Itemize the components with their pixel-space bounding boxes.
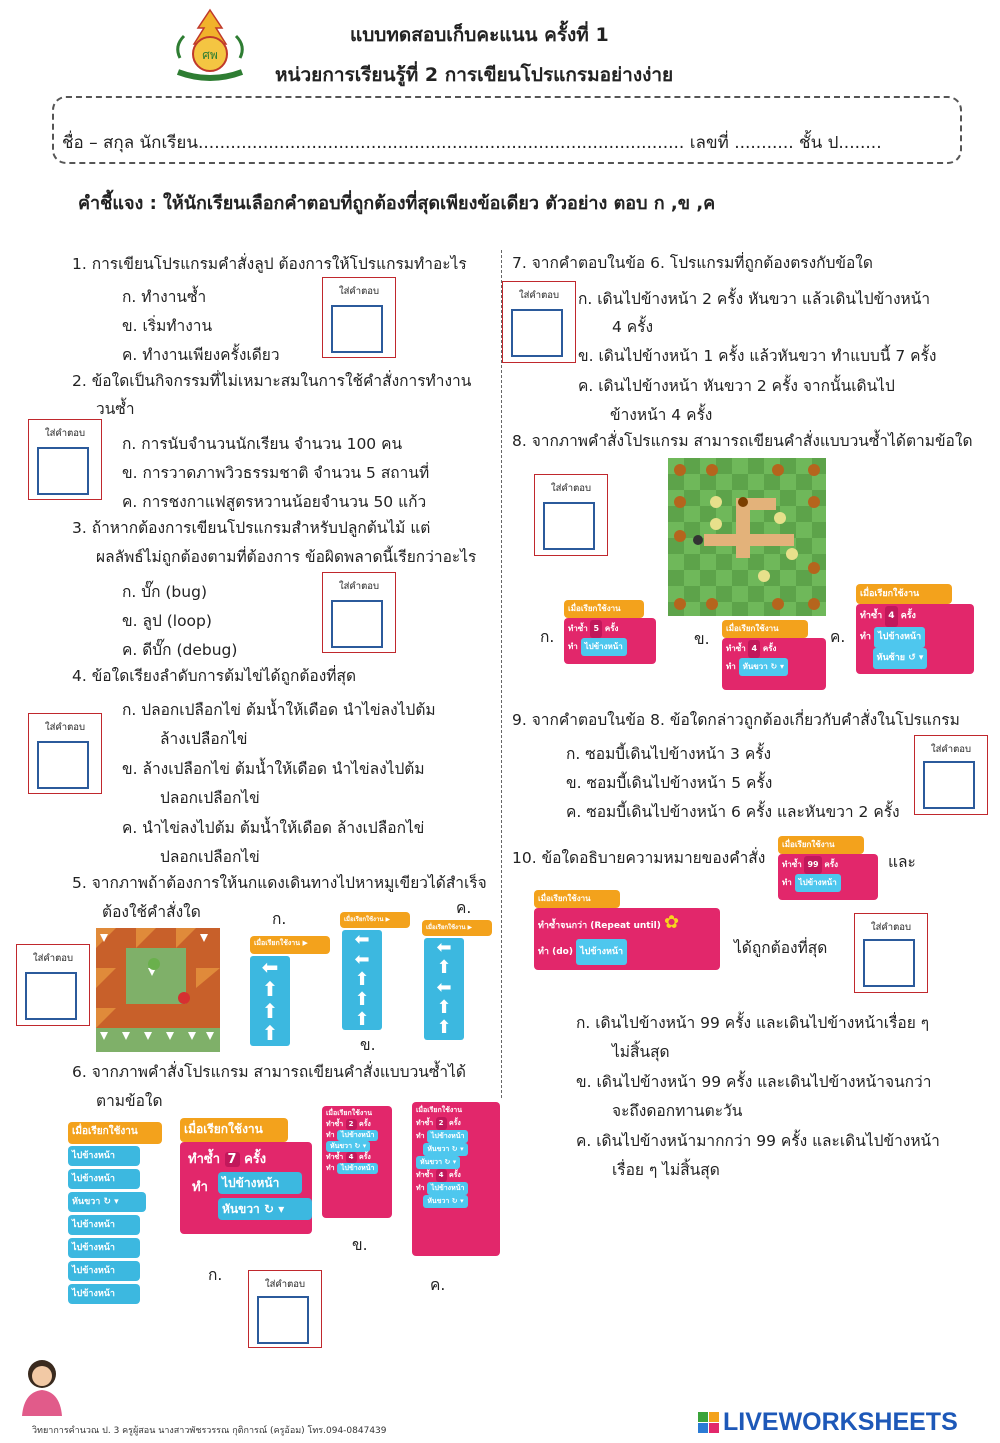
up-arrow-icon: ⬆ — [436, 1017, 452, 1038]
forward-block: ไปข้างหน้า — [68, 1215, 140, 1235]
q7-answer-box — [502, 281, 576, 363]
q5-a-when-run-block: เมื่อเรียกใช้งาน ▶ — [250, 936, 330, 954]
up-arrow-icon: ⬆ — [354, 969, 370, 990]
q2-choice-b: ข. การวาดภาพวิวธรรมชาติ จำนวน 5 สถานที่ — [122, 464, 430, 482]
question-9: 9. จากคำตอบในข้อ 8. ข้อใดกล่าวถูกต้องเกี่ยวกับคำสั่งในโปรแกรม — [512, 711, 960, 729]
q6-answer-input[interactable] — [257, 1296, 309, 1344]
left-arrow-icon: ⬅ — [436, 977, 452, 998]
q10-answer-box — [854, 913, 928, 993]
block-label: เมื่อเรียกใช้งาน — [426, 924, 466, 931]
q4-choice-b-cont: ปลอกเปลือกไข่ — [160, 789, 260, 807]
q5-c-arrow-stack — [424, 938, 464, 1040]
block-label: เมื่อเรียกใช้งาน — [344, 916, 384, 923]
q4-choice-a: ก. ปลอกเปลือกไข่ ต้มน้ำให้เดือด นำไข่ลงไปต้ม — [122, 701, 436, 719]
answer-label: ใส่คำตอบ — [44, 428, 86, 439]
q6-choice-a: ก. — [208, 1266, 223, 1284]
svg-text:ศพ: ศพ — [202, 48, 218, 62]
q10-choice-b-cont: จะถึงดอกทานตะวัน — [612, 1102, 743, 1120]
turn-right-block: หันขวา ↻ ▾ — [218, 1198, 312, 1220]
q8-choice-b: ข. — [694, 630, 710, 648]
answer-label: ใส่คำตอบ — [550, 483, 592, 494]
q8-c-program: ทำซ้ำ 4 ครั้ง ทำ ไปข้างหน้า หันซ้าย ↺ ▾ — [856, 604, 974, 674]
q5-b-when-run-block: เมื่อเรียกใช้งาน ▶ — [340, 912, 410, 928]
q9-answer-input[interactable] — [923, 761, 975, 809]
question-2-cont: วนซ้ำ — [96, 400, 135, 418]
question-1: 1. การเขียนโปรแกรมคำสั่งลูป ต้องการให้โปรแกรมทำอะไร — [72, 255, 467, 273]
sunflower-icon: ✿ — [664, 912, 680, 933]
q5-c-when-run-block: เมื่อเรียกใช้งาน ▶ — [422, 920, 492, 936]
column-divider — [501, 250, 502, 1098]
question-3: 3. ถ้าหากต้องการเขียนโปรแกรมสำหรับปลูกต้นไม้ แต่ — [72, 519, 431, 537]
turn-right-block: หันขวา ↻ ▾ — [68, 1192, 146, 1212]
q10-correct-label: ได้ถูกต้องที่สุด — [734, 939, 828, 957]
q3-choice-b: ข. ลูป (loop) — [122, 612, 212, 630]
school-logo — [170, 6, 250, 82]
q4-choice-a-cont: ล้างเปลือกไข่ — [160, 730, 248, 748]
q8-choice-a: ก. — [540, 628, 555, 646]
q5-answer-box — [16, 944, 90, 1026]
q6-c-program: เมื่อเรียกใช้งาน ทำซ้ำ 2 ครั้ง ทำ ไปข้างหน้า หันขวา ↻ ▾ หันขวา ↻ ▾ ทำซ้ำ 4 ครั้ง ทำ ไปข้างหน้า หันขวา ↻ ▾ — [412, 1102, 500, 1256]
left-arrow-icon: ⬅ — [354, 949, 370, 970]
q2-choice-a: ก. การนับจำนวนนักเรียน จำนวน 100 คน — [122, 435, 403, 453]
q4-choice-c: ค. นำไข่ลงไปต้ม ต้มน้ำให้เดือด ล้างเปลือกไข่ — [122, 819, 425, 837]
teacher-avatar — [18, 1356, 66, 1416]
q10-choice-c-cont: เรื่อย ๆ ไม่สิ้นสุด — [612, 1161, 720, 1179]
q3-answer-input[interactable] — [331, 600, 383, 648]
q7-answer-input[interactable] — [511, 309, 563, 357]
question-6-cont: ตามข้อใด — [96, 1092, 163, 1110]
angry-birds-maze-image — [96, 928, 220, 1052]
q8-answer-input[interactable] — [543, 502, 595, 550]
q5-a-arrow-stack — [250, 956, 290, 1046]
up-arrow-icon: ⬆ — [261, 999, 279, 1023]
q6-choice-c: ค. — [430, 1276, 446, 1294]
q5-choice-c: ค. — [456, 899, 472, 917]
q8-b-program: ทำซ้ำ 4 ครั้ง ทำ หันขวา ↻ ▾ — [722, 638, 826, 690]
q10-choice-b: ข. เดินไปข้างหน้า 99 ครั้ง และเดินไปข้างหน้าจนกว่า — [576, 1073, 932, 1091]
q2-answer-box — [28, 419, 102, 500]
q10-when-run-block: เมื่อเรียกใช้งาน — [778, 836, 864, 854]
q6-when-run-block: เมื่อเรียกใช้งาน — [68, 1122, 162, 1144]
q10-choice-a-cont: ไม่สิ้นสุด — [612, 1043, 670, 1061]
name-line[interactable]: ชื่อ – สกุล นักเรียน.......................................................................................... เลขที่ ........... ชั้น ป........ — [62, 133, 882, 153]
forward-block: ไปข้างหน้า — [68, 1146, 140, 1166]
answer-label: ใส่คำตอบ — [32, 953, 74, 964]
q5-choice-b: ข. — [360, 1036, 376, 1054]
q10-choice-c: ค. เดินไปข้างหน้ามากกว่า 99 ครั้ง และเดินไปข้างหน้า — [576, 1132, 940, 1150]
q5-b-arrow-stack — [342, 930, 382, 1030]
answer-label: ใส่คำตอบ — [518, 290, 560, 301]
q5-choice-a: ก. — [272, 910, 287, 928]
q1-choice-c: ค. ทำงานเพียงครั้งเดียว — [122, 346, 280, 364]
answer-label: ใส่คำตอบ — [930, 744, 972, 755]
block-label: เมื่อเรียกใช้งาน — [254, 939, 301, 947]
q8-choice-c: ค. — [830, 628, 846, 646]
question-6: 6. จากภาพคำสั่งโปรแกรม สามารถเขียนคำสั่งแบบวนซ้ำได้ — [72, 1063, 466, 1081]
up-arrow-icon: ⬆ — [261, 1021, 279, 1045]
q4-answer-box — [28, 713, 102, 794]
name-box — [52, 96, 962, 164]
forward-block: ไปข้างหน้า — [68, 1238, 140, 1258]
page-title: แบบทดสอบเก็บคะแนน ครั้งที่ 1 — [350, 24, 609, 46]
q8-c-when-run-block: เมื่อเรียกใช้งาน — [856, 584, 952, 604]
q8-a-program: ทำซ้ำ 5 ครั้ง ทำ ไปข้างหน้า — [564, 618, 656, 664]
q3-answer-box — [322, 572, 396, 653]
q6-answer-box — [248, 1270, 322, 1348]
up-arrow-icon: ⬆ — [354, 989, 370, 1010]
left-arrow-icon: ⬅ — [354, 929, 370, 950]
question-5-cont: ต้องใช้คำสั่งใด — [102, 903, 201, 921]
up-arrow-icon: ⬆ — [436, 997, 452, 1018]
q1-answer-box — [322, 277, 396, 358]
q6-a-do-label: ทำ — [192, 1180, 208, 1195]
q6-sequence-stack — [68, 1146, 144, 1307]
instructions: คำชี้แจง : ให้นักเรียนเลือกคำตอบที่ถูกต้องที่สุดเพียงข้อเดียว ตัวอย่าง ตอบ ก ,ข ,ค — [78, 193, 716, 214]
q7-choice-a: ก. เดินไปข้างหน้า 2 ครั้ง หันขวา แล้วเดินไปข้างหน้า — [578, 290, 931, 308]
q7-choice-b: ข. เดินไปข้างหน้า 1 ครั้ง แล้วหันขวา ทำแบบนี้ 7 ครั้ง — [578, 347, 937, 365]
q4-choice-c-cont: ปลอกเปลือกไข่ — [160, 848, 260, 866]
q6-a-when-run-block: เมื่อเรียกใช้งาน — [180, 1118, 288, 1142]
question-4: 4. ข้อใดเรียงลำดับการต้มไข่ได้ถูกต้องที่สุด — [72, 667, 357, 685]
q2-answer-input[interactable] — [37, 447, 89, 495]
answer-label: ใส่คำตอบ — [338, 286, 380, 297]
q10-repeat-99-program: ทำซ้ำ 99 ครั้ง ทำ ไปข้างหน้า — [778, 854, 878, 900]
forward-block: ไปข้างหน้า — [68, 1261, 140, 1281]
q1-choice-a: ก. ทำงานซ้ำ — [122, 288, 207, 306]
q9-choice-a: ก. ซอมบี้เดินไปข้างหน้า 3 ครั้ง — [566, 745, 772, 763]
q4-answer-input[interactable] — [37, 741, 89, 789]
q7-choice-a-cont: 4 ครั้ง — [612, 318, 654, 336]
q1-choice-b: ข. เริ่มทำงาน — [122, 317, 213, 335]
up-arrow-icon: ⬆ — [354, 1009, 370, 1030]
question-7: 7. จากคำตอบในข้อ 6. โปรแกรมที่ถูกต้องตรงกับข้อใด — [512, 254, 873, 272]
q1-answer-input[interactable] — [331, 305, 383, 353]
page-subtitle: หน่วยการเรียนรู้ที่ 2 การเขียนโปรแกรมอย่างง่าย — [275, 64, 674, 86]
question-8: 8. จากภาพคำสั่งโปรแกรม สามารถเขียนคำสั่งแบบวนซ้ำได้ตามข้อใด — [512, 432, 973, 450]
zombie-game-board-image — [668, 458, 826, 616]
q3-choice-a: ก. บั๊ก (bug) — [122, 583, 207, 601]
answer-label: ใส่คำตอบ — [264, 1279, 306, 1290]
q9-answer-box — [914, 735, 988, 815]
left-arrow-icon: ⬅ — [436, 937, 452, 958]
q10-and-label: และ — [888, 853, 916, 871]
q2-choice-c: ค. การชงกาแฟสูตรหวานน้อยจำนวน 50 แก้ว — [122, 493, 427, 511]
forward-block: ไปข้างหน้า — [68, 1284, 140, 1304]
left-arrow-icon: ⬅ — [261, 955, 279, 979]
q8-a-when-run-block: เมื่อเรียกใช้งาน — [564, 600, 644, 618]
q10-choice-a: ก. เดินไปข้างหน้า 99 ครั้ง และเดินไปข้างหน้าเรื่อย ๆ — [576, 1014, 930, 1032]
up-arrow-icon: ⬆ — [436, 957, 452, 978]
up-arrow-icon: ⬆ — [261, 977, 279, 1001]
q9-choice-c: ค. ซอมบี้เดินไปข้างหน้า 6 ครั้ง และหันขวา 2 ครั้ง — [566, 803, 900, 821]
question-3-cont: ผลลัพธ์ไม่ถูกต้องตามที่ต้องการ ข้อผิดพลาดนี้เรียกว่าอะไร — [96, 548, 477, 566]
question-10: 10. ข้อใดอธิบายความหมายของคำสั่ง — [512, 849, 766, 867]
q8-b-when-run-block: เมื่อเรียกใช้งาน — [722, 620, 808, 638]
q3-choice-c: ค. ดีบั๊ก (debug) — [122, 641, 238, 659]
q10-until-when-run-block: เมื่อเรียกใช้งาน — [534, 890, 620, 908]
answer-label: ใส่คำตอบ — [44, 722, 86, 733]
q6-b-program: เมื่อเรียกใช้งาน ทำซ้ำ 2 ครั้ง ทำ ไปข้างหน้า หันขวา ↻ ▾ ทำซ้ำ 4 ครั้ง ทำ ไปข้างหน้า — [322, 1106, 392, 1218]
liveworksheets-logo-icon — [698, 1412, 719, 1433]
q6-a-repeat-label: ทำซ้ำ 7 ครั้ง — [188, 1152, 267, 1167]
q6-choice-b: ข. — [352, 1236, 368, 1254]
answer-label: ใส่คำตอบ — [338, 581, 380, 592]
answer-label: ใส่คำตอบ — [870, 922, 912, 933]
q7-choice-c: ค. เดินไปข้างหน้า หันขวา 2 ครั้ง จากนั้นเดินไป — [578, 377, 895, 395]
q10-repeat-until-program: ทำซ้ำจนกว่า (Repeat until) ✿ ทำ (do) ไปข้างหน้า — [534, 908, 720, 970]
q10-answer-input[interactable] — [863, 939, 915, 987]
footer-credit: วิทยาการคำนวณ ป. 3 ครูผู้สอน นางสาวพัชรวรรณ กุติการณ์ (ครูอ้อม) โทร.094-0847439 — [32, 1426, 387, 1436]
forward-block: ไปข้างหน้า — [218, 1172, 302, 1194]
q5-answer-input[interactable] — [25, 972, 77, 1020]
q9-choice-b: ข. ซอมบี้เดินไปข้างหน้า 5 ครั้ง — [566, 774, 773, 792]
q4-choice-b: ข. ล้างเปลือกไข่ ต้มน้ำให้เดือด นำไข่ลงไปต้ม — [122, 760, 425, 778]
forward-block: ไปข้างหน้า — [68, 1169, 140, 1189]
liveworksheets-brand[interactable]: LIVEWORKSHEETS — [698, 1408, 958, 1437]
question-2: 2. ข้อใดเป็นกิจกรรมที่ไม่เหมาะสมในการใช้คำสั่งการทำงาน — [72, 372, 472, 390]
question-5: 5. จากภาพถ้าต้องการให้นกแดงเดินทางไปหาหมูเขียวได้สำเร็จ — [72, 874, 487, 892]
q8-answer-box — [534, 474, 608, 556]
q7-choice-c-cont: ข้างหน้า 4 ครั้ง — [610, 406, 713, 424]
